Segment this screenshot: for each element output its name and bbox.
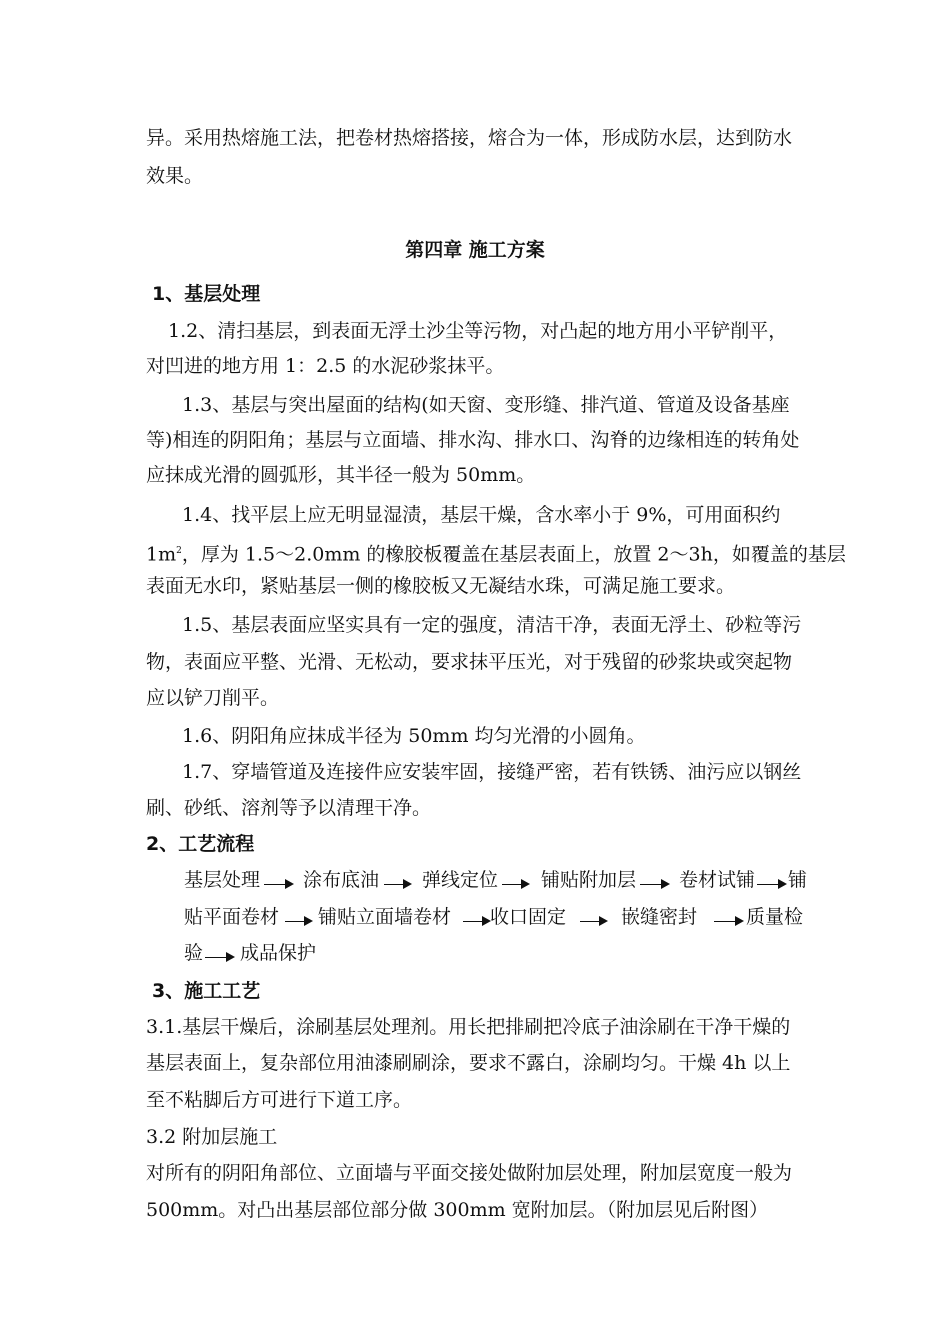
flow-step-10-part-1: 质量检 xyxy=(746,906,804,928)
flow-arrow-6 xyxy=(285,913,313,927)
para-1-7-line-2: 刷、砂纸、溶剂等予以清理干净。 xyxy=(146,797,432,819)
flow-step-9: 嵌缝密封 xyxy=(621,906,698,928)
para-1-4-line-2-rest: ，厚为 1.5～2.0mm 的橡胶板覆盖在基层表面上，放置 2～3h，如覆盖的基层 xyxy=(181,543,846,566)
flow-step-11: 成品保护 xyxy=(240,942,317,964)
flow-step-4: 铺贴附加层 xyxy=(541,869,637,891)
para-1-5-line-1: 1.5、基层表面应坚实具有一定的强度，清洁干净，表面无浮土、砂粒等污 xyxy=(182,614,802,636)
section-heading-1: 1、基层处理 xyxy=(152,283,261,305)
para-1-2-line-1: 1.2、清扫基层，到表面无浮土沙尘等污物，对凸起的地方用小平铲削平， xyxy=(168,320,788,342)
para-3-1-line-3: 至不粘脚后方可进行下道工序。 xyxy=(146,1089,413,1111)
flow-arrow-9 xyxy=(714,913,744,927)
para-3-2-line-1: 对所有的阴阳角部位、立面墙与平面交接处做附加层处理，附加层宽度一般为 xyxy=(146,1162,793,1184)
para-1-3-line-2: 等)相连的阴阳角；基层与立面墙、排水沟、排水口、沟脊的边缘相连的转角处 xyxy=(146,429,800,451)
flow-arrow-3 xyxy=(502,876,530,890)
para-3-2-line-2: 500mm。对凸出基层部位部分做 300mm 宽附加层。（附加层见后附图） xyxy=(146,1199,769,1221)
intro-line-2: 效果。 xyxy=(146,165,204,187)
chapter-title: 第四章 施工方案 xyxy=(405,239,545,261)
para-1-5-line-3: 应以铲刀削平。 xyxy=(146,687,280,709)
intro-line-1: 异。采用热熔施工法，把卷材热熔搭接，熔合为一体，形成防水层，达到防水 xyxy=(146,127,793,149)
section-heading-3: 3、施工工艺 xyxy=(152,980,261,1002)
flow-step-6-part-1: 铺 xyxy=(788,869,808,891)
flow-step-10-part-2: 验 xyxy=(184,942,204,964)
area-value: 1m xyxy=(146,543,177,566)
para-3-2-title: 3.2 附加层施工 xyxy=(146,1126,278,1148)
flow-step-5: 卷材试铺 xyxy=(679,869,756,891)
flow-arrow-4 xyxy=(640,876,670,890)
flow-arrow-5 xyxy=(757,876,787,890)
para-1-3-line-3: 应抹成光滑的圆弧形，其半径一般为 50mm。 xyxy=(146,464,536,486)
para-1-3-line-1: 1.3、基层与突出屋面的结构(如天窗、变形缝、排汽道、管道及设备基座 xyxy=(182,394,790,416)
flow-arrow-1 xyxy=(264,876,294,890)
flow-arrow-2 xyxy=(384,876,412,890)
flow-step-6-part-2: 贴平面卷材 xyxy=(184,906,280,928)
flow-step-8: 收口固定 xyxy=(490,906,567,928)
para-1-4-line-2 xyxy=(146,539,846,566)
flow-step-1: 基层处理 xyxy=(184,869,261,891)
para-1-7-line-1: 1.7、穿墙管道及连接件应安装牢固，接缝严密，若有铁锈、油污应以钢丝 xyxy=(182,761,802,783)
para-1-4-line-3: 表面无水印，紧贴基层一侧的橡胶板又无凝结水珠，可满足施工要求。 xyxy=(146,575,736,597)
flow-arrow-7 xyxy=(463,913,491,927)
flow-step-7: 铺贴立面墙卷材 xyxy=(318,906,452,928)
flow-arrow-10 xyxy=(205,949,235,963)
flow-step-3: 弹线定位 xyxy=(422,869,499,891)
para-1-2-line-2: 对凹进的地方用 1：2.5 的水泥砂浆抹平。 xyxy=(146,355,505,377)
flow-step-2: 涂布底油 xyxy=(303,869,380,891)
para-3-1-line-2: 基层表面上，复杂部位用油漆刷刷涂，要求不露白，涂刷均匀。干燥 4h 以上 xyxy=(146,1052,791,1074)
para-1-5-line-2: 物，表面应平整、光滑、无松动，要求抹平压光，对于残留的砂浆块或突起物 xyxy=(146,651,793,673)
para-1-4-line-1: 1.4、找平层上应无明显湿渍，基层干燥，含水率小于 9%，可用面积约 xyxy=(182,504,781,526)
flow-arrow-8 xyxy=(580,913,608,927)
section-heading-2: 2、工艺流程 xyxy=(146,833,255,855)
area-superscript: 2 xyxy=(176,546,182,556)
para-3-1-line-1: 3.1.基层干燥后，涂刷基层处理剂。用长把排刷把冷底子油涂刷在干净干燥的 xyxy=(146,1016,791,1038)
para-1-6-line-1: 1.6、阴阳角应抹成半径为 50mm 均匀光滑的小圆角。 xyxy=(182,725,646,747)
